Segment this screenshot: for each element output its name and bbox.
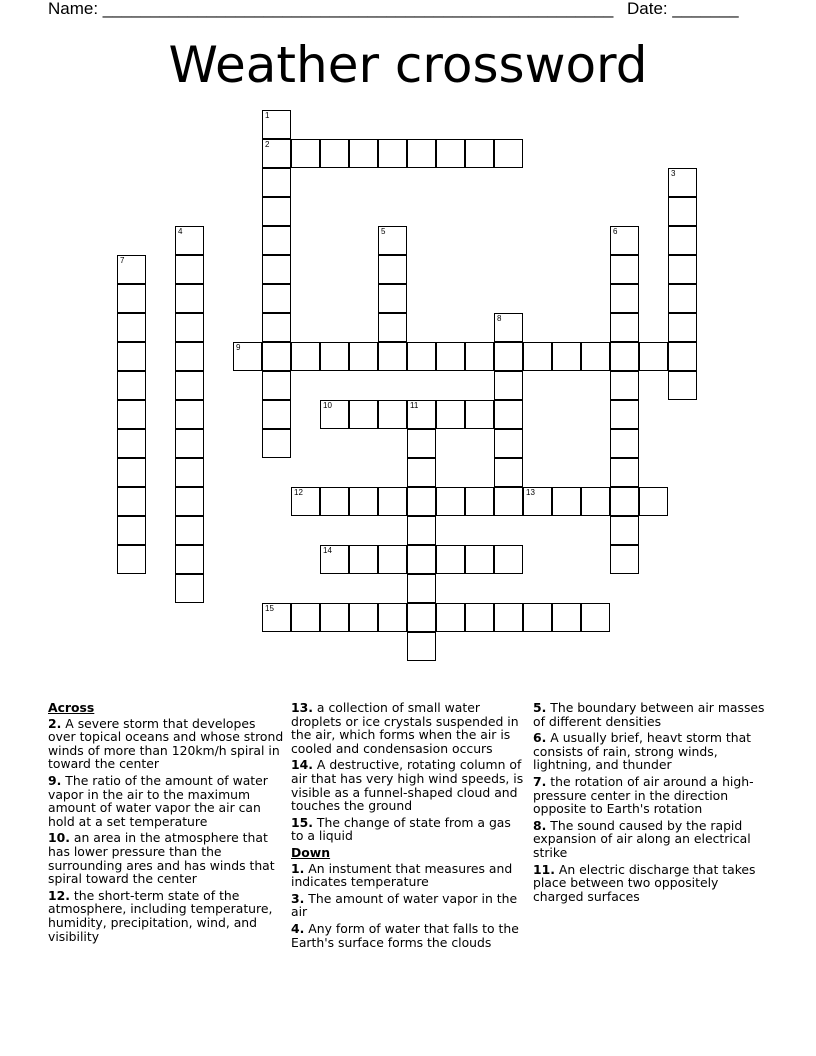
grid-cell[interactable] bbox=[262, 168, 291, 197]
grid-cell[interactable] bbox=[639, 342, 668, 371]
grid-cell[interactable] bbox=[117, 458, 146, 487]
clue-column-3 bbox=[533, 701, 769, 906]
grid-cell[interactable] bbox=[117, 313, 146, 342]
grid-cell[interactable] bbox=[378, 255, 407, 284]
clue-number: 8. bbox=[533, 817, 547, 833]
grid-cell[interactable] bbox=[262, 371, 291, 400]
grid-cell[interactable] bbox=[494, 313, 523, 342]
grid-cell[interactable] bbox=[378, 284, 407, 313]
clue-across-15 bbox=[291, 816, 527, 843]
grid-cell[interactable] bbox=[175, 342, 204, 371]
clue-number-label: 13 bbox=[526, 488, 535, 497]
grid-cell[interactable] bbox=[465, 139, 494, 168]
clue-number: 11. bbox=[533, 861, 555, 877]
grid-cell[interactable] bbox=[262, 313, 291, 342]
grid-cell[interactable] bbox=[349, 139, 378, 168]
grid-cell[interactable] bbox=[175, 545, 204, 574]
grid-cell[interactable] bbox=[117, 371, 146, 400]
grid-cell[interactable] bbox=[668, 168, 697, 197]
grid-cell[interactable] bbox=[378, 400, 407, 429]
grid-cell[interactable] bbox=[175, 255, 204, 284]
grid-cell[interactable] bbox=[320, 139, 349, 168]
grid-cell[interactable] bbox=[320, 603, 349, 632]
grid-cell[interactable] bbox=[610, 313, 639, 342]
clue-text: Any form of water that falls to the Earth's surface forms the clouds bbox=[291, 920, 519, 950]
clue-text: The ratio of the amount of water vapor in the air to the maximum amount of water vapor the air can hold at a set temperature bbox=[48, 772, 268, 829]
clue-number: 4. bbox=[291, 920, 305, 936]
clue-text: The sound caused by the rapid expansion of air along an electrical strike bbox=[533, 817, 751, 860]
clue-across-13 bbox=[291, 701, 527, 755]
grid-cell[interactable] bbox=[610, 429, 639, 458]
grid-cell[interactable] bbox=[378, 603, 407, 632]
clue-text: An instument that measures and indicates temperature bbox=[291, 860, 513, 890]
grid-cell[interactable] bbox=[262, 284, 291, 313]
grid-cell[interactable] bbox=[407, 632, 436, 661]
clue-number: 15. bbox=[291, 814, 313, 830]
clue-down-11 bbox=[533, 863, 769, 904]
grid-cell[interactable] bbox=[668, 371, 697, 400]
clue-text: a collection of small water droplets or ice crystals suspended in the air, which forms when the air is cooled and condensasion occurs bbox=[291, 700, 519, 756]
clue-text: the rotation of air around a high-pressure center in the direction opposite to Earth's rotation bbox=[533, 773, 754, 817]
clue-down-1 bbox=[291, 862, 527, 889]
grid-cell[interactable] bbox=[668, 284, 697, 313]
grid-cell[interactable] bbox=[610, 487, 639, 516]
clue-text: A severe storm that developes over topical oceans and whose strond winds of more than 120km/h spiral in toward the center bbox=[48, 715, 284, 772]
grid-cell[interactable] bbox=[465, 400, 494, 429]
grid-cell[interactable] bbox=[494, 371, 523, 400]
clue-number: 13. bbox=[291, 700, 313, 715]
clue-number: 5. bbox=[533, 700, 547, 715]
grid-cell[interactable] bbox=[262, 110, 291, 139]
grid-cell[interactable] bbox=[494, 139, 523, 168]
clue-text: an area in the atmosphere that has lower pressure than the surrounding ares and has winds that spiral toward the center bbox=[48, 830, 275, 887]
grid-cell[interactable] bbox=[175, 371, 204, 400]
grid-cell[interactable] bbox=[117, 284, 146, 313]
clue-across-14 bbox=[291, 758, 527, 812]
grid-cell[interactable] bbox=[494, 429, 523, 458]
grid-cell[interactable] bbox=[494, 545, 523, 574]
clue-down-4 bbox=[291, 922, 527, 949]
grid-cell[interactable] bbox=[668, 226, 697, 255]
clue-number-label: 6 bbox=[613, 227, 618, 236]
grid-cell[interactable] bbox=[494, 342, 523, 371]
grid-cell[interactable] bbox=[175, 574, 204, 603]
clue-number: 12. bbox=[48, 887, 70, 903]
grid-cell[interactable] bbox=[610, 371, 639, 400]
grid-cell[interactable] bbox=[610, 226, 639, 255]
grid-cell[interactable] bbox=[262, 226, 291, 255]
date-field[interactable]: Date: _______ bbox=[627, 0, 739, 18]
grid-cell[interactable] bbox=[320, 487, 349, 516]
grid-cell[interactable] bbox=[407, 400, 436, 429]
clue-column-2 bbox=[291, 701, 527, 952]
grid-cell[interactable] bbox=[610, 458, 639, 487]
grid-cell[interactable] bbox=[523, 342, 552, 371]
across-heading: Across bbox=[48, 700, 95, 715]
clue-across-9 bbox=[48, 774, 284, 828]
grid-cell[interactable] bbox=[349, 603, 378, 632]
grid-cell[interactable] bbox=[436, 342, 465, 371]
grid-cell[interactable] bbox=[407, 487, 436, 516]
grid-cell[interactable] bbox=[175, 226, 204, 255]
grid-cell[interactable] bbox=[378, 139, 407, 168]
grid-cell[interactable] bbox=[436, 487, 465, 516]
clue-down-3 bbox=[291, 892, 527, 919]
grid-cell[interactable] bbox=[320, 545, 349, 574]
down-heading: Down bbox=[291, 844, 331, 860]
grid-cell[interactable] bbox=[465, 603, 494, 632]
grid-cell[interactable] bbox=[407, 603, 436, 632]
grid-cell[interactable] bbox=[175, 313, 204, 342]
clue-number-label: 11 bbox=[410, 401, 419, 410]
grid-cell[interactable] bbox=[407, 429, 436, 458]
grid-cell[interactable] bbox=[262, 342, 291, 371]
grid-cell[interactable] bbox=[117, 342, 146, 371]
clue-number-label: 2 bbox=[265, 140, 270, 149]
clue-text: The boundary between air masses of different densities bbox=[533, 700, 765, 729]
grid-cell[interactable] bbox=[436, 139, 465, 168]
clue-number: 6. bbox=[533, 730, 547, 746]
grid-cell[interactable] bbox=[668, 313, 697, 342]
clue-number-label: 8 bbox=[497, 314, 502, 323]
clue-number-label: 10 bbox=[323, 401, 332, 410]
grid-cell[interactable] bbox=[581, 342, 610, 371]
clue-text: A destructive, rotating column of air that has very high wind speeds, is visible as a funnel-shaped cloud and touches the ground bbox=[291, 757, 524, 814]
grid-cell[interactable] bbox=[552, 603, 581, 632]
grid-cell[interactable] bbox=[407, 139, 436, 168]
grid-cell[interactable] bbox=[668, 255, 697, 284]
grid-cell[interactable] bbox=[262, 255, 291, 284]
grid-cell[interactable] bbox=[378, 226, 407, 255]
grid-cell[interactable] bbox=[233, 342, 262, 371]
grid-cell[interactable] bbox=[378, 487, 407, 516]
grid-cell[interactable] bbox=[494, 603, 523, 632]
grid-cell[interactable] bbox=[610, 545, 639, 574]
clue-number: 7. bbox=[533, 773, 547, 789]
grid-cell[interactable] bbox=[465, 487, 494, 516]
grid-cell[interactable] bbox=[175, 458, 204, 487]
grid-cell[interactable] bbox=[117, 255, 146, 284]
clue-number-label: 9 bbox=[236, 343, 241, 352]
grid-cell[interactable] bbox=[175, 516, 204, 545]
grid-cell[interactable] bbox=[639, 487, 668, 516]
clue-text: The amount of water vapor in the air bbox=[291, 890, 518, 920]
grid-cell[interactable] bbox=[581, 487, 610, 516]
grid-cell[interactable] bbox=[262, 400, 291, 429]
clue-text: the short-term state of the atmosphere, including temperature, humidity, precipitation, wind, and visibility bbox=[48, 887, 273, 944]
clue-column-1 bbox=[48, 701, 284, 946]
grid-cell[interactable] bbox=[494, 400, 523, 429]
clue-across-10 bbox=[48, 831, 284, 885]
page-title: Weather crossword bbox=[168, 36, 648, 94]
grid-cell[interactable] bbox=[175, 487, 204, 516]
grid-cell[interactable] bbox=[378, 545, 407, 574]
clue-down-8 bbox=[533, 819, 769, 860]
clue-text: An electric discharge that takes place between two oppositely charged surfaces bbox=[533, 861, 756, 904]
grid-cell[interactable] bbox=[349, 487, 378, 516]
clue-number-label: 7 bbox=[120, 256, 125, 265]
grid-cell[interactable] bbox=[291, 603, 320, 632]
grid-cell[interactable] bbox=[378, 313, 407, 342]
grid-cell[interactable] bbox=[117, 516, 146, 545]
clue-number-label: 4 bbox=[178, 227, 183, 236]
grid-cell[interactable] bbox=[262, 603, 291, 632]
grid-cell[interactable] bbox=[465, 545, 494, 574]
grid-cell[interactable] bbox=[349, 342, 378, 371]
grid-cell[interactable] bbox=[407, 516, 436, 545]
clue-number-label: 1 bbox=[265, 111, 270, 120]
grid-cell[interactable] bbox=[610, 516, 639, 545]
clue-down-6 bbox=[533, 731, 769, 772]
grid-cell[interactable] bbox=[436, 400, 465, 429]
clue-number-label: 15 bbox=[265, 604, 274, 613]
grid-cell[interactable] bbox=[552, 342, 581, 371]
grid-cell[interactable] bbox=[291, 139, 320, 168]
grid-cell[interactable] bbox=[610, 284, 639, 313]
grid-cell[interactable] bbox=[262, 139, 291, 168]
grid-cell[interactable] bbox=[320, 400, 349, 429]
grid-cell[interactable] bbox=[407, 574, 436, 603]
clue-number: 2. bbox=[48, 715, 62, 731]
grid-cell[interactable] bbox=[262, 197, 291, 226]
grid-cell[interactable] bbox=[610, 342, 639, 371]
grid-cell[interactable] bbox=[581, 603, 610, 632]
grid-cell[interactable] bbox=[523, 603, 552, 632]
clue-number: 14. bbox=[291, 757, 313, 773]
clue-number-label: 12 bbox=[294, 488, 303, 497]
clue-number-label: 5 bbox=[381, 227, 386, 236]
grid-cell[interactable] bbox=[117, 545, 146, 574]
clue-number: 10. bbox=[48, 830, 70, 846]
grid-cell[interactable] bbox=[436, 603, 465, 632]
grid-cell[interactable] bbox=[117, 487, 146, 516]
grid-cell[interactable] bbox=[407, 545, 436, 574]
grid-cell[interactable] bbox=[349, 545, 378, 574]
grid-cell[interactable] bbox=[117, 400, 146, 429]
grid-cell[interactable] bbox=[465, 342, 494, 371]
clue-number: 3. bbox=[291, 890, 305, 906]
grid-cell[interactable] bbox=[494, 458, 523, 487]
clue-number: 9. bbox=[48, 772, 62, 788]
grid-cell[interactable] bbox=[668, 342, 697, 371]
grid-cell[interactable] bbox=[175, 284, 204, 313]
grid-cell[interactable] bbox=[175, 429, 204, 458]
grid-cell[interactable] bbox=[262, 429, 291, 458]
grid-cell[interactable] bbox=[552, 487, 581, 516]
grid-cell[interactable] bbox=[349, 400, 378, 429]
grid-cell[interactable] bbox=[407, 458, 436, 487]
clue-across-12 bbox=[48, 889, 284, 943]
grid-cell[interactable] bbox=[407, 342, 436, 371]
grid-cell[interactable] bbox=[117, 429, 146, 458]
grid-cell[interactable] bbox=[668, 197, 697, 226]
grid-cell[interactable] bbox=[494, 487, 523, 516]
clue-number-label: 14 bbox=[323, 546, 332, 555]
clue-text: A usually brief, heavt storm that consists of rain, strong winds, lightning, and thunder bbox=[533, 730, 752, 773]
grid-cell[interactable] bbox=[378, 342, 407, 371]
grid-cell[interactable] bbox=[291, 342, 320, 371]
clue-across-2 bbox=[48, 717, 284, 771]
grid-cell[interactable] bbox=[175, 400, 204, 429]
grid-cell[interactable] bbox=[291, 487, 320, 516]
grid-cell[interactable] bbox=[523, 487, 552, 516]
grid-cell[interactable] bbox=[320, 342, 349, 371]
grid-cell[interactable] bbox=[436, 545, 465, 574]
clue-number: 1. bbox=[291, 860, 305, 876]
grid-cell[interactable] bbox=[610, 400, 639, 429]
clue-down-5 bbox=[533, 701, 769, 728]
clue-number-label: 3 bbox=[671, 169, 676, 178]
clue-down-7 bbox=[533, 775, 769, 816]
clue-text: The change of state from a gas to a liquid bbox=[291, 814, 511, 844]
name-field[interactable]: Name: ______________________________________________________ bbox=[48, 0, 614, 18]
grid-cell[interactable] bbox=[610, 255, 639, 284]
